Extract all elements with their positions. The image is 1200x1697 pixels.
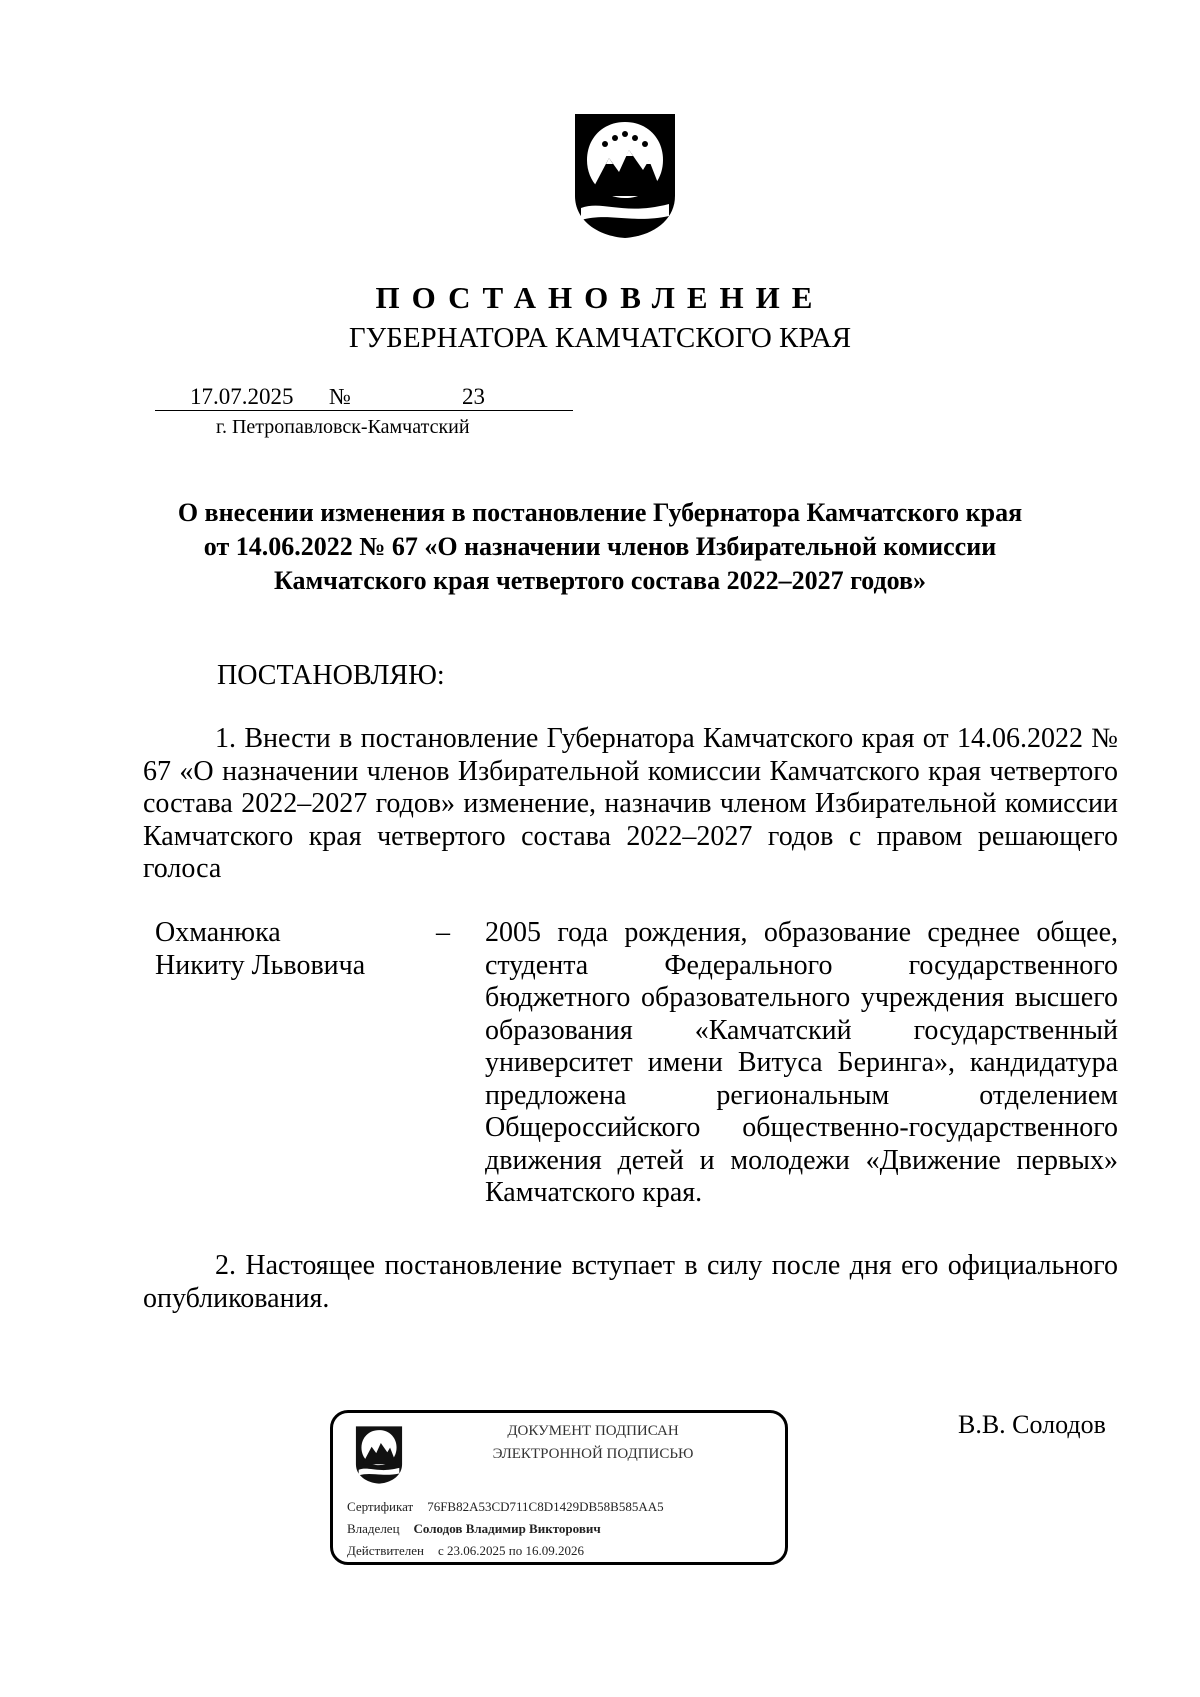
document-date: 17.07.2025 [190, 384, 294, 409]
appointee-given-names: Никиту Львовича [155, 949, 366, 981]
heading-line: от 14.06.2022 № 67 «О назначении членов Избирательной комиссии [203, 532, 997, 561]
stamp-title-line-1: ДОКУМЕНТ ПОДПИСАН [507, 1423, 679, 1439]
kamchatka-emblem-icon [573, 112, 677, 240]
signer-name: В.В. Солодов [958, 1410, 1106, 1439]
stamp-title-line-2: ЭЛЕКТРОННОЙ ПОДПИСЬЮ [492, 1446, 694, 1462]
document-title: ПОСТАНОВЛЕНИЕ [375, 280, 825, 315]
appointee-name [155, 917, 365, 982]
document-heading [100, 496, 1100, 598]
heading-line: О внесении изменения в постановление Губернатора Камчатского края [177, 498, 1023, 527]
date-underline [155, 410, 573, 411]
heading-line: Камчатского края четвертого состава 2022–2027 годов» [273, 566, 927, 595]
electronic-signature-stamp [330, 1410, 788, 1565]
stamp-validity-label: Действителен [347, 1543, 424, 1558]
document-issuer: ГУБЕРНАТОРА КАМЧАТСКОГО КРАЯ [348, 322, 852, 354]
stamp-owner-label: Владелец [347, 1521, 400, 1536]
resolve-word: ПОСТАНОВЛЯЮ: [217, 660, 445, 691]
appointee-description: 2005 года рождения, образование среднее общее, студента Федерального государственного бюджетного образовательного учреждения высшего образования «Камчатский государственный университет имени Витуса Беринга», кандидатура предложена региональным отделением Общероссийского общественно-государственного движения детей и молодежи «Движение первых» Камчатского края. [485, 917, 1118, 1208]
appointee-surname: Охманюка [155, 917, 281, 948]
stamp-certificate-row [347, 1499, 664, 1515]
stamp-validity-value: с 23.06.2025 по 16.09.2026 [437, 1543, 584, 1558]
paragraph-2: 2. Настоящее постановление вступает в силу после дня его официального опубликования. [143, 1250, 1118, 1314]
document-city: г. Петропавловск-Камчатский [216, 416, 470, 438]
stamp-validity-row [347, 1543, 584, 1559]
stamp-certificate-value: 76FB82A53CD711C8D1429DB58B585AA5 [427, 1499, 664, 1514]
number-sign: № [329, 384, 351, 409]
stamp-certificate-label: Сертификат [347, 1499, 414, 1514]
stamp-emblem-icon [355, 1425, 403, 1485]
stamp-owner-row [347, 1521, 601, 1537]
document-number: 23 [462, 384, 485, 409]
paragraph-1: 1. Внести в постановление Губернатора Камчатского края от 14.06.2022 № 67 «О назначении членов Избирательной комиссии Камчатского края четвертого состава 2022–2027 годов» изменение, назначив членом Избирательной комиссии Камчатского края четвертого состава 2022–2027 годов с правом решающего голоса [143, 723, 1118, 884]
appointee-dash: – [436, 917, 450, 948]
stamp-owner-value: Солодов Владимир Викторович [413, 1521, 601, 1536]
